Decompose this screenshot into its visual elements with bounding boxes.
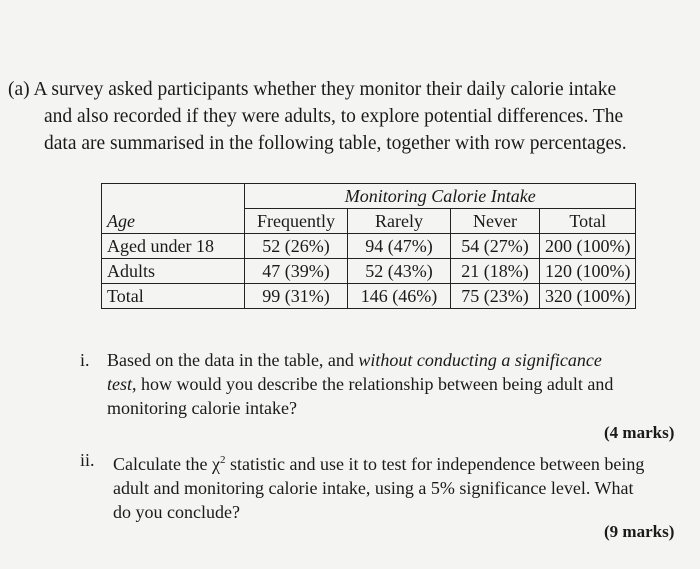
subquestion-emphasis: test: [107, 374, 132, 394]
subquestion-body: [113, 448, 680, 524]
subquestion-text: , how would you describe the relationship between being adult and: [132, 374, 614, 394]
table-cell: 146 (46%): [348, 284, 451, 309]
table-header-row: [102, 209, 636, 234]
subquestion-line: [113, 448, 680, 476]
subquestion-number: ii.: [80, 450, 95, 470]
subquestion-i: [80, 348, 680, 420]
table-cell: 54 (27%): [451, 234, 540, 259]
subquestion-line: [107, 348, 680, 372]
table-row: [102, 259, 636, 284]
column-header: Total: [540, 209, 636, 234]
table-cell: 94 (47%): [348, 234, 451, 259]
table-cell: 200 (100%): [540, 234, 636, 259]
intro-line-2: and also recorded if they were adults, to explore potential differences. The: [44, 106, 624, 127]
table-title-row: [102, 184, 636, 209]
subquestion-text: statistic and use it to test for independence between being: [225, 454, 645, 474]
subquestion-text: Calculate the: [113, 454, 212, 474]
table-cell: 320 (100%): [540, 284, 636, 309]
chi-symbol: χ: [211, 454, 220, 474]
marks-label: (4 marks): [604, 423, 675, 442]
row-header-age: Age: [102, 209, 245, 234]
marks-label: (9 marks): [604, 522, 675, 541]
table-row: [102, 284, 636, 309]
column-header: Rarely: [348, 209, 451, 234]
intro-text-1: A survey asked participants whether they monitor their daily calorie intake: [33, 79, 617, 100]
table-cell: 120 (100%): [540, 259, 636, 284]
intro-line-1: [8, 76, 688, 103]
intro-line-3: data are summarised in the following table, together with row percentages.: [44, 133, 627, 154]
subquestion-line: [107, 372, 680, 396]
row-label: Total: [102, 284, 245, 309]
table-row: [102, 234, 636, 259]
table-cell: 21 (18%): [451, 259, 540, 284]
row-label: Adults: [102, 259, 245, 284]
table-corner-cell: [102, 184, 245, 209]
subquestion-ii: [80, 448, 680, 524]
column-header: Never: [451, 209, 540, 234]
subquestion-line: do you conclude?: [113, 502, 240, 522]
subquestion-body: [107, 348, 680, 420]
table-cell: 52 (43%): [348, 259, 451, 284]
column-header: Frequently: [245, 209, 348, 234]
subquestion-line: adult and monitoring calorie intake, using a 5% significance level. What: [113, 478, 634, 498]
table-cell: 47 (39%): [245, 259, 348, 284]
table-title: Monitoring Calorie Intake: [245, 184, 636, 209]
subquestion-line: monitoring calorie intake?: [107, 398, 297, 418]
question-intro: [8, 76, 688, 157]
row-label: Aged under 18: [102, 234, 245, 259]
subquestion-text: Based on the data in the table, and: [107, 350, 359, 370]
chi-exponent: 2: [219, 454, 226, 466]
table-cell: 99 (31%): [245, 284, 348, 309]
table-cell: 75 (23%): [451, 284, 540, 309]
contingency-table: [101, 183, 636, 309]
table-cell: 52 (26%): [245, 234, 348, 259]
part-label: (a): [8, 79, 30, 100]
subquestion-emphasis: without conducting a significance: [358, 350, 602, 370]
subquestion-number: i.: [80, 350, 90, 370]
